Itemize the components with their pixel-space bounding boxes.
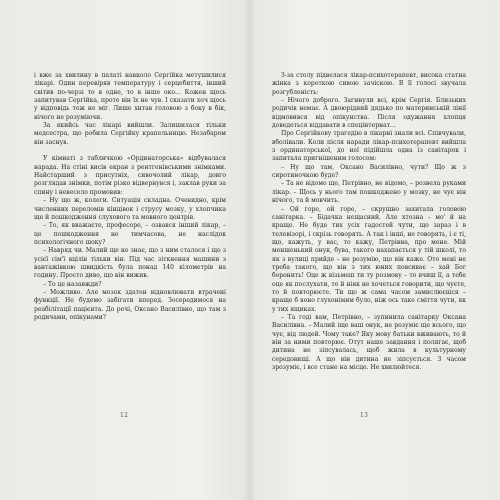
right-paragraph-6: – Ой горе, ой горе, – скрушно захитала головою санітарка. – Бідачка нещасний. Але хтозна – мо' й на краще. Не буде тих усіх гадостей чути, що зараз і в телевізорі, і скрізь говорять. А так і інші, не говорять, і є ті, що, кажуть, у вас, то кажу, Петрівна, про мене. Мій меншенький онук, бува, такого нахапається у тій школі, то як з вулиці прийде – не розумію, що він каже. Ото мені не треба такого, що він з тих юних повсиває – хай Бог боронить! Оце ж візьмеш ти ту розмову – то вчиш її, а тебе оце як послухати, то й ніяк не хочеться говорити, що чуєте, то й повторюєте. Ти що ж сама часом замислюєшся – краще б воно глухонімим було, ніж ось таке сміття чути, як у тих ящиках. [272, 205, 466, 313]
right-paragraph-4: – Ну що там, Оксано Василівно, чути? Що ж з сиротиночкою буде? [272, 163, 466, 180]
right-paragraph-3: Про Сергійкову трагедію в лікарні знали всі. Співчували, вболівали. Коли після наради лікар-психотерапевт вийшла з ординаторської, до неї підійшла одна із санітарок і запитала пригнішеним голосом: [272, 130, 466, 163]
left-paragraph-6: – Навряд чи. Малий ще не знає, що з ним сталося і що з усієї сім'ї вцілів тільки він. Під час зіткнення машини з вантажівкою швидкість була понад 140 кілометрів на годину. Просто диво, що він вижив. [34, 247, 226, 280]
left-paragraph-5: – То, як вважаєте, професоре, – озвався інший лікар, – це пошкодження не тимчасова, не наслідок психологічного шоку? [34, 222, 226, 246]
right-paragraph-7: – Та годі вам, Петрівно, – зупинила санітарку Оксана Василівна. – Малий іще ваш онук, не розуміє ще всього, що чує, від людей. Чому таке? Яку мову батьки вживають, то й він за ними повторює. Отут наше завдання і полягає, щоб дитина не зіпсувалась, щоб жила в культурному середовищі. А що він дитина не зіпсується. З часом зрозуміє, і все стане на місце. Не хвилюйтеся. [272, 313, 466, 372]
left-paragraph-2: За якийсь час лікарі вийшли. Залишилася тільки медсестра, що робила Сергійку крапельницю. Незабаром він заснув. [34, 122, 226, 146]
left-paragraph-3: У кімнаті з табличкою «Ординаторська» відбувалася нарада. На стіні висів екран з рентгенівськими знімками. Найстарший з присутніх, сивочолий лікар, довго розглядав знімки, потім різко відвернувся і, заклав руки за спину і невесело промовив: [34, 155, 226, 196]
page-number-left: 12 [120, 412, 129, 419]
right-paragraph-1: З-за столу підвелася лікар-психотерапевт, висока статна жінка з короткою сивою зачіскою. В її голосі звучала розгубленість: [272, 72, 466, 96]
right-paragraph-5: – Та не відомо ще, Петрівно, не відомо, – розвела руками лікар. – Щось у нього там пошкоджено у мозку, не чує він нічого, та й мовчить. [272, 180, 466, 205]
page-number-right: 13 [360, 412, 369, 419]
left-page [34, 72, 226, 322]
left-paragraph-8: – Можливо. Але мозок здатен відновлювати втрачені функції. Не будемо забігати вперед. Зосередимося на реабілітації пацієнта. До речі, Оксано Василівно, що там з родичами, опікунами? [34, 288, 226, 321]
left-paragraph-4: – Ну що ж, колеги. Ситуація складна. Очевидно, крім численних переломів кінцівок і струсу мозку, у хлопчика ще й пошкодження слухового та мовного центрів. [34, 197, 226, 221]
right-paragraph-2: – Нічого доброго. Загинули всі, крім Сергія. Близьких родичів немає. А двоюрідний дядько по материнській лінії відмовився від опікунства. Після одужання хлопця доведеться віддавати в спецінтернат... [272, 97, 466, 130]
left-paragraph-7: – То це назавжди? [43, 280, 102, 288]
right-page [272, 72, 466, 372]
left-paragraph-1: і вже за хвилину в палаті навколо Сергійка метушилися лікарі. Один перевіряв температуру і серцебиття, інший світив по-черзі то в одне, то в інше око... Кожен щось запитував Сергійка, проте він їх не чув. І сказати хоч щось у відповідь теж не міг. Лише хитав головою з боку в бік, нічого не розуміючи. [34, 72, 226, 121]
